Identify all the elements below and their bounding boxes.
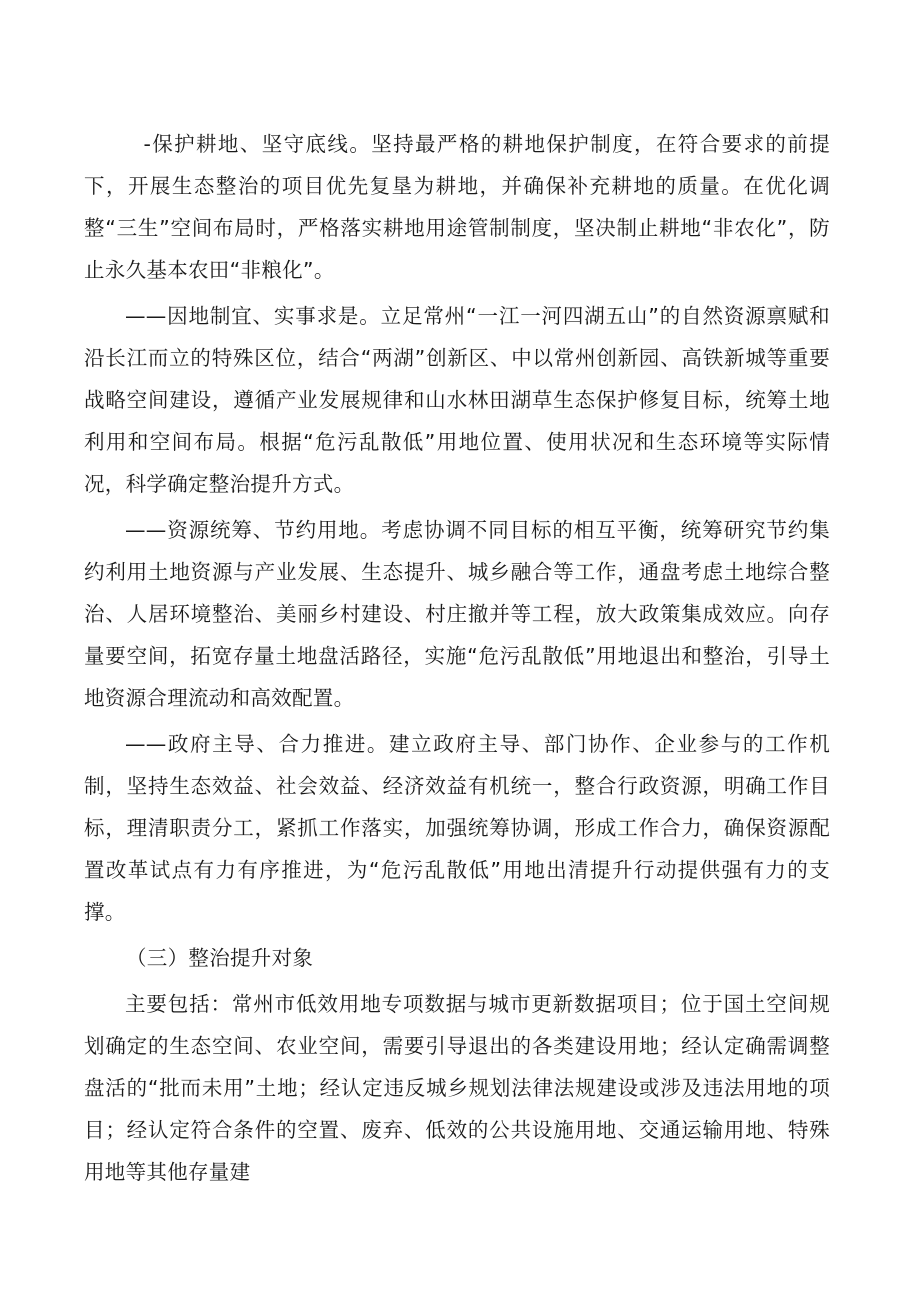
section-heading: （三）整治提升对象 (126, 946, 314, 970)
document-body (84, 123, 830, 1193)
paragraph-government-led: ——政府主导、合力推进。建立政府主导、部门协作、企业参与的工作机制，坚持生态效益、社会效益、经济效益有机统一，整合行政资源，明确工作目标，理清职责分工，紧抓工作落实，加强统筹协调，形成工作合力，确保资源配置改革试点有力有序推进，为“危污乱散低”用地出清提升行动提供强有力的支撑。 (84, 732, 830, 924)
paragraph-remediation-targets: 主要包括：常州市低效用地专项数据与城市更新数据项目；位于国土空间规划确定的生态空间、农业空间，需要引导退出的各类建设用地；经认定确需调整盘活的“批而未用”土地；经认定违反城乡规划法律法规建设或涉及违法用地的项目；经认定符合条件的空置、废弃、低效的公共设施用地、交通运输用地、特殊用地等其他存量建 (84, 992, 830, 1184)
paragraph-protect-farmland: -保护耕地、坚守底线。坚持最严格的耕地保护制度，在符合要求的前提下，开展生态整治的项目优先复垦为耕地，并确保补充耕地的质量。在优化调整“三生”空间布局时，严格落实耕地用途管制制度，坚决制止耕地“非农化”，防止永久基本农田“非粮化”。 (84, 132, 830, 282)
paragraph-local-conditions: ——因地制宜、实事求是。立足常州“一江一河四湖五山”的自然资源禀赋和沿长江而立的特殊区位，结合“两湖”创新区、中以常州创新园、高铁新城等重要战略空间建设，遵循产业发展规律和山水林田湖草生态保护修复目标，统筹土地利用和空间布局。根据“危污乱散低”用地位置、使用状况和生态环境等实际情况，科学确定整治提升方式。 (84, 304, 830, 496)
paragraph-resource-coordination: ——资源统筹、节约用地。考虑协调不同目标的相互平衡，统筹研究节约集约利用土地资源与产业发展、生态提升、城乡融合等工作，通盘考虑土地综合整治、人居环境整治、美丽乡村建设、村庄撤并等工程，放大政策集成效应。向存量要空间，拓宽存量土地盘活路径，实施“危污乱散低”用地退出和整治，引导土地资源合理流动和高效配置。 (84, 518, 830, 710)
